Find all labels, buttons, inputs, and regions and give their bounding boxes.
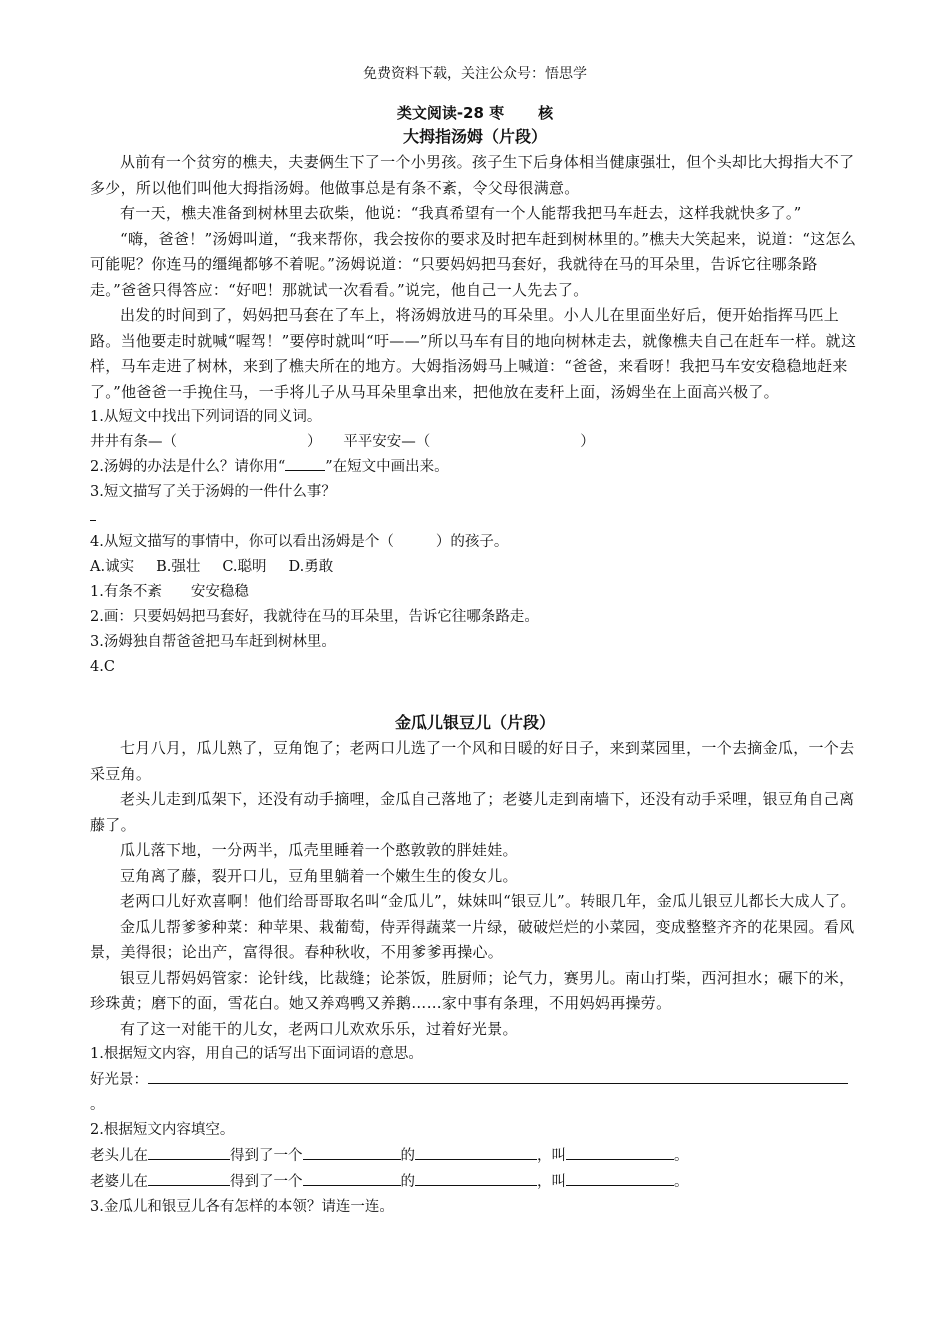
fill-blank[interactable] — [148, 1169, 230, 1186]
story1-paragraph: 有一天，樵夫准备到树林里去砍柴，他说：“我真希望有一个人能帮我把马车赶去，这样我就快多了。” — [120, 204, 802, 222]
fill-blank[interactable] — [415, 1169, 537, 1186]
story1-answer: 4.C — [90, 659, 115, 675]
option-b: B.强壮 — [156, 559, 201, 575]
story1-paragraph: “嗨，爸爸！”汤姆叫道，“我来帮你，我会按你的要求及时把车赶到树林里的。”樵夫大笑起来，说道：“这怎么可能呢？你连马的缰绳都够不着呢。”汤姆说道：“只要妈妈把马套好，我就待在马的耳朵里，告诉它往哪条路走。”爸爸只得答应：“好吧！那就试一次看看。”说完，他自己一人先去了。 — [90, 229, 857, 299]
section-title-right: 核 — [538, 104, 554, 122]
story2-paragraph: 金瓜儿帮爹爹种菜：种苹果、栽葡萄，侍弄得蔬菜一片绿，破破烂烂的小菜园，变成整整齐齐的花果园。看风景，美得很；论出产，富得很。春种秋收，不用爹爹再操心。 — [90, 917, 855, 961]
fill-row: 老头儿在 得到了一个 的 ，叫 。 — [90, 1143, 860, 1169]
story2-question-1: 1.根据短文内容，用自己的话写出下面词语的意思。 — [90, 1046, 423, 1062]
answer-blank[interactable] — [90, 506, 96, 521]
story1-question-2: 2.汤姆的办法是什么？请你用“ ”在短文中画出来。 — [90, 455, 860, 480]
story1-paragraph: 从前有一个贫穷的樵夫，夫妻俩生下了一个小男孩。孩子生下后身体相当健康强壮，但个头却比大拇指大不了多少，所以他们叫他大拇指汤姆。他做事总是有条不紊，令父母很满意。 — [90, 153, 855, 197]
story2-question-3: 3.金瓜儿和银豆儿各有怎样的本领？请连一连。 — [90, 1199, 394, 1215]
story1-answer: 1.有条不紊 安安稳稳 — [90, 584, 249, 600]
answer-line-3 — [90, 505, 860, 530]
story1-title: 大拇指汤姆（片段） — [402, 127, 547, 146]
story1-question-4: 4.从短文描写的事情中，你可以看出汤姆是个（ ）的孩子。 — [90, 534, 509, 550]
meaning-blank[interactable] — [148, 1067, 848, 1084]
story1-answer: 2.画：只要妈妈把马套好，我就待在马的耳朵里，告诉它往哪条路走。 — [90, 609, 539, 625]
story2-question-2: 2.根据短文内容填空。 — [90, 1122, 235, 1138]
underline-sample — [285, 456, 325, 471]
fill-blank[interactable] — [148, 1143, 230, 1160]
story2-paragraph: 豆角离了藤，裂开口儿，豆角里躺着一个嫩生生的俊女儿。 — [120, 866, 518, 885]
story2-paragraph: 银豆儿帮妈妈管家：论针线，比裁缝；论茶饭，胜厨师；论气力，赛男儿。南山打柴，西河担水；碾下的米，珍珠黄；磨下的面，雪花白。她又养鸡鸭又养鹅……家中事有条理，不用妈妈再操劳。 — [90, 968, 855, 1012]
fill-blank[interactable] — [303, 1169, 401, 1186]
story2-title: 金瓜儿银豆儿（片段） — [394, 713, 555, 732]
fill-blank[interactable] — [415, 1143, 537, 1160]
story2-question-1-answer: 好光景：。 — [90, 1067, 860, 1118]
synonym-word-c: ） — [580, 434, 595, 450]
fill-blank[interactable] — [566, 1143, 674, 1160]
story1-paragraph: 出发的时间到了，妈妈把马套在了车上，将汤姆放进马的耳朵里。小人儿在里面坐好后，便开始指挥马匹上路。当他要走时就喊“喔驾！”要停时就叫“吁——”所以马车有目的地向树林走去，就像樵夫自己在赶车一样。就这样，马车走进了树林，来到了樵夫所在的地方。大姆指汤姆马上喊道：“爸爸，来看呀！我把马车安安稳稳地赶来了。”他爸爸一手挽住马，一手将儿子从马耳朵里拿出来，把他放在麦秆上面，汤姆坐在上面高兴极了。 — [90, 306, 857, 401]
story1-answer: 3.汤姆独自帮爸爸把马车赶到树林里。 — [90, 634, 336, 650]
fill-blank[interactable] — [303, 1143, 401, 1160]
option-c: C.聪明 — [222, 559, 267, 575]
story1-question-3: 3.短文描写了关于汤姆的一件什么事？ — [90, 484, 336, 500]
story2-paragraph: 七月八月，瓜儿熟了，豆角饱了；老两口儿选了一个风和日暖的好日子，来到菜园里，一个去摘金瓜，一个去采豆角。 — [90, 739, 855, 783]
story1-question-1-blanks — [90, 430, 860, 455]
section-title-left: 类文阅读-28 枣 — [396, 104, 505, 122]
section-title — [90, 102, 860, 124]
story1-question-1: 1.从短文中找出下列词语的同义词。 — [90, 409, 322, 425]
synonym-word-a: 井井有条—（ — [90, 434, 177, 450]
story2-paragraph: 老两口儿好欢喜啊！他们给哥哥取名叫“金瓜儿”，妹妹叫“银豆儿”。转眼几年，金瓜儿银豆儿都长大成人了。 — [120, 892, 856, 910]
synonym-word-b: ） 平平安安—（ — [307, 434, 431, 450]
header-note: 免费资料下载，关注公众号：悟思学 — [363, 66, 587, 82]
story2-paragraph: 有了这一对能干的儿女，老两口儿欢欢乐乐，过着好光景。 — [120, 1019, 518, 1038]
fill-blank[interactable] — [566, 1169, 674, 1186]
story2-paragraph: 老头儿走到瓜架下，还没有动手摘哩，金瓜自己落地了；老婆儿走到南墙下，还没有动手采哩，银豆角自己离藤了。 — [90, 790, 855, 834]
option-a: A.诚实 — [90, 559, 135, 575]
story1-options — [90, 555, 860, 580]
option-d: D.勇敢 — [288, 559, 334, 575]
fill-row: 老婆儿在 得到了一个 的 ，叫 。 — [90, 1169, 860, 1195]
story2-paragraph: 瓜儿落下地，一分两半，瓜壳里睡着一个憨敦敦的胖娃娃。 — [120, 841, 518, 859]
